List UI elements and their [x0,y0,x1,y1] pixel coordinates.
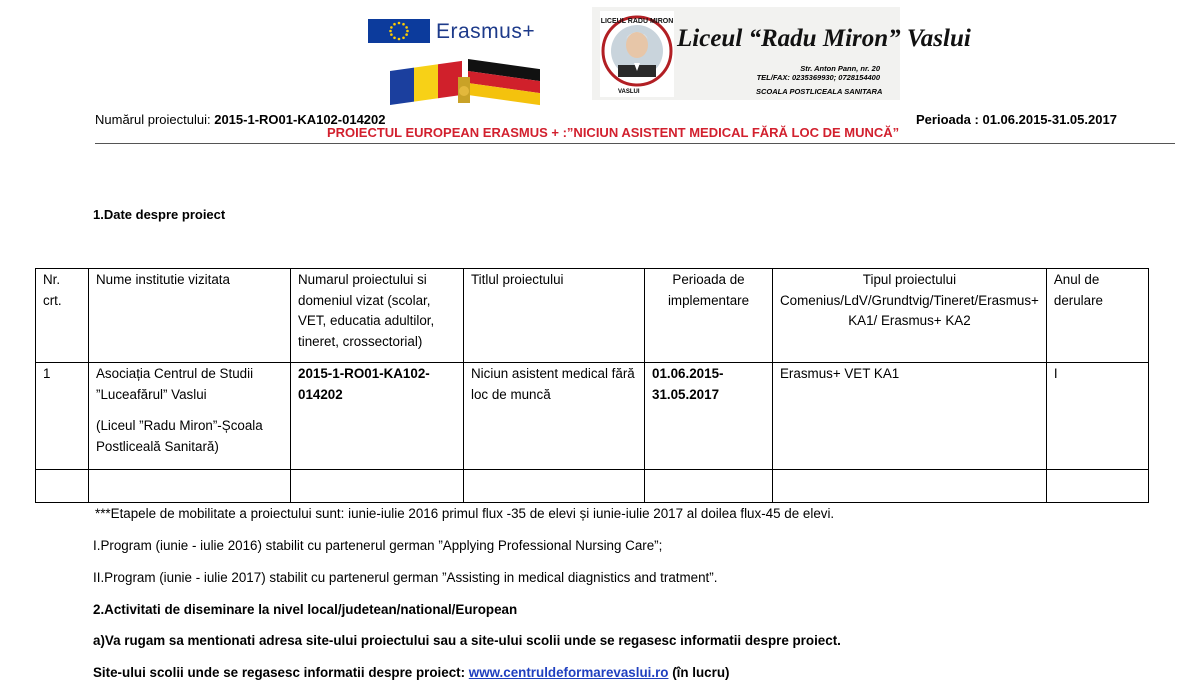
erasmus-plus-logo [368,19,568,45]
header-period: Perioada de implementare [645,269,773,363]
program-1: I.Program (iunie - iulie 2016) stabilit cu partenerul german ”Applying Professional Nursing Care”; [93,538,663,553]
seal-caption: VASLUI [618,89,640,95]
school-site-label: Site-ului scolii unde se regasesc informatii despre proiect: [93,665,469,680]
header-year: Anul de derulare [1046,269,1148,363]
header-nr: Nr. crt. [36,269,89,363]
project-period: Perioada : 01.06.2015-31.05.2017 [916,112,1117,127]
school-site-suffix: (în lucru) [668,665,730,680]
cell-period: 01.06.2015-31.05.2017 [645,363,773,470]
school-name: Liceul “Radu Miron” Vaslui [677,25,971,52]
school-address-line1: Str. Anton Pann, nr. 20 [800,64,880,73]
program-2: II.Program (iunie - iulie 2017) stabilit cu partenerul german ”Assisting in medical diagnistics and tratment”. [93,570,718,585]
project-number-value: 2015-1-RO01-KA102-014202 [214,112,386,127]
header-institution: Nume institutie vizitata [89,269,291,363]
table-header-row [36,269,1149,363]
cell-year: I [1046,363,1148,470]
project-title: PROIECTUL EUROPEAN ERASMUS + :”NICIUN ASISTENT MEDICAL FĂRĂ LOC DE MUNCĂ” [327,125,900,140]
cell-number: 2015-1-RO01-KA102-014202 [291,363,464,470]
header-number-domain: Numarul proiectului si domeniul vizat (scolar, VET, educatia adultilor, tineret, crossectorial) [291,269,464,363]
seal-text: LICEUL RADU MIRON [600,18,674,25]
header-title: Titlul proiectului [464,269,645,363]
ro-de-flags-icon [388,57,544,105]
table-row [36,363,1149,470]
erasmus-logo-text: Erasmus+ [436,20,536,43]
school-site-link[interactable]: www.centruldeformarevaslui.ro [468,665,669,680]
eu-flag-icon [368,19,430,43]
project-data-table [35,268,1149,503]
section-1-title: 1.Date despre proiect [93,207,226,222]
header-divider [95,143,1175,144]
cell-institution [89,363,291,470]
cell-institution-main: Asociația Centrul de Studii ”Luceafărul” Vaslui [96,366,254,402]
cell-title: Niciun asistent medical fără loc de muncă [464,363,645,470]
project-number-label: Numărul proiectului: [95,112,215,127]
school-logo [592,7,971,100]
section-2-title: 2.Activitati de diseminare la nivel local/judetean/national/European [93,602,518,617]
school-subtitle: SCOALA POSTLICEALA SANITARA [756,87,883,96]
school-address-line2: TEL/FAX: 0235369930; 0728154400 [756,73,880,82]
table-row-empty [36,470,1149,503]
cell-nr: 1 [36,363,89,470]
mobility-note: ***Etapele de mobilitate a proiectului sunt: iunie-iulie 2016 primul flux -35 de elevi și iunie-iulie 2017 al doilea flux-45 de elevi. [95,506,835,521]
school-seal-icon [600,11,674,97]
cell-institution-sub: (Liceul ”Radu Miron”-Școala Postliceală Sanitară) [96,418,263,454]
header-type: Tipul proiectului Comenius/LdV/Grundtvig/Tineret/Erasmus+ KA1/ Erasmus+ KA2 [773,269,1047,363]
school-site-line [93,665,729,680]
section-2a-text: a)Va rugam sa mentionati adresa site-ului proiectului sau a site-ului scolii unde se regasesc informatii despre proiect. [93,633,841,648]
cell-type: Erasmus+ VET KA1 [773,363,1047,470]
school-address [756,64,880,82]
